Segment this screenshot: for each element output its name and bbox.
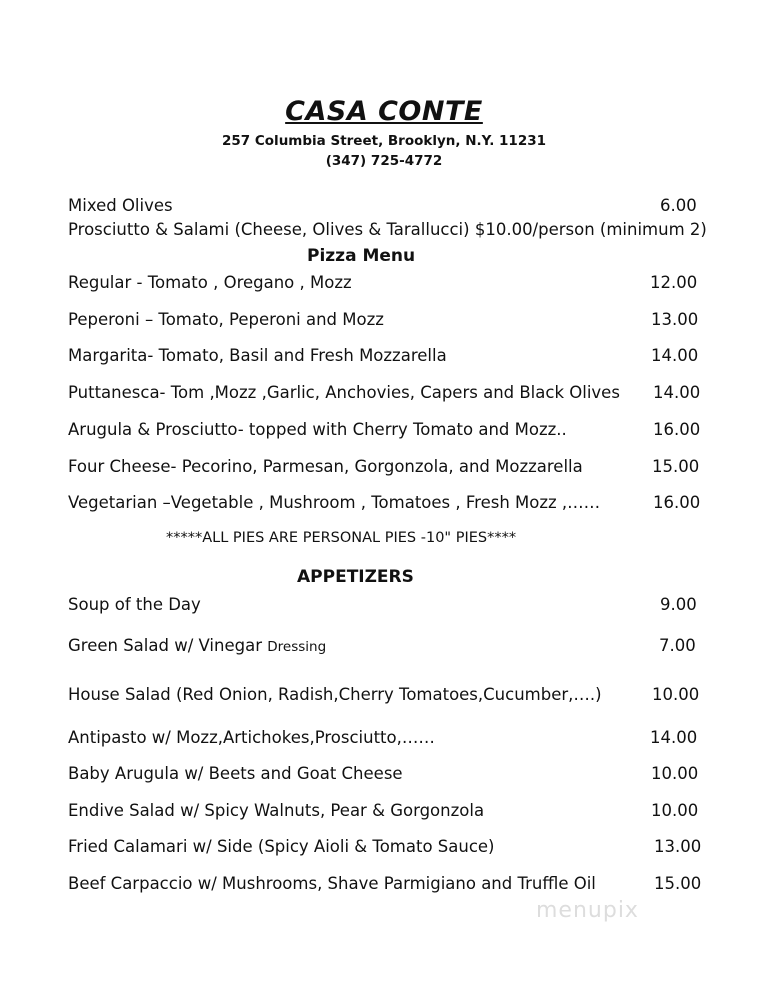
appetizer-item-name: Soup of the Day (68, 595, 201, 614)
pizza-item-name: Margarita- Tomato, Basil and Fresh Mozzarella (68, 346, 447, 365)
pizza-item-price: 16.00 (653, 420, 701, 439)
pizza-item-name: Vegetarian –Vegetable , Mushroom , Tomatoes , Fresh Mozz ,…… (68, 493, 601, 512)
appetizer-item-price: 14.00 (650, 728, 698, 747)
appetizer-item-price: 10.00 (651, 764, 699, 783)
appetizer-item-name: Endive Salad w/ Spicy Walnuts, Pear & Gorgonzola (68, 801, 485, 820)
pizza-item-name: Arugula & Prosciutto- topped with Cherry Tomato and Mozz.. (68, 420, 567, 439)
appetizer-item-name: Baby Arugula w/ Beets and Goat Cheese (68, 764, 403, 783)
pizza-item-price: 14.00 (653, 383, 701, 402)
appetizer-item-price: 7.00 (659, 636, 696, 655)
appetizers-section-heading: APPETIZERS (297, 567, 414, 587)
pizza-item-name: Peperoni – Tomato, Peperoni and Mozz (68, 310, 384, 329)
appetizer-item-price: 13.00 (654, 837, 702, 856)
appetizer-item-label: Green Salad w/ Vinegar (68, 636, 268, 655)
menu-item-name: Mixed Olives (68, 196, 173, 215)
appetizer-item-suffix: Dressing (267, 639, 327, 655)
menu-item-price: 6.00 (660, 196, 697, 215)
watermark: menupix (536, 898, 639, 923)
appetizer-item-price: 9.00 (660, 595, 697, 614)
restaurant-address: 257 Columbia Street, Brooklyn, N.Y. 11231 (222, 133, 546, 149)
appetizer-item-name: Antipasto w/ Mozz,Artichokes,Prosciutto,…… (68, 728, 435, 747)
pizza-item-price: 15.00 (652, 457, 700, 476)
pizza-item-price: 14.00 (651, 346, 699, 365)
pizza-item-price: 12.00 (650, 273, 698, 292)
appetizer-item-price: 10.00 (651, 801, 699, 820)
menu-item-name: Prosciutto & Salami (Cheese, Olives & Tarallucci) $10.00/person (minimum 2) (68, 220, 707, 239)
appetizer-item-price: 15.00 (654, 874, 702, 893)
appetizer-item-name: Fried Calamari w/ Side (Spicy Aioli & Tomato Sauce) (68, 837, 495, 856)
appetizer-item-name: Beef Carpaccio w/ Mushrooms, Shave Parmigiano and Truffle Oil (68, 874, 596, 893)
pizza-item-name: Regular - Tomato , Oregano , Mozz (68, 273, 352, 292)
pizza-item-name: Puttanesca- Tom ,Mozz ,Garlic, Anchovies, Capers and Black Olives (68, 383, 620, 402)
pizza-section-heading: Pizza Menu (307, 246, 416, 266)
restaurant-phone: (347) 725-4772 (325, 153, 443, 169)
appetizer-item-name: House Salad (Red Onion, Radish,Cherry Tomatoes,Cucumber,….) (68, 685, 602, 704)
pizza-item-price: 16.00 (653, 493, 701, 512)
appetizer-item-name (68, 636, 326, 655)
pizza-item-price: 13.00 (651, 310, 699, 329)
restaurant-name: CASA CONTE (285, 96, 483, 127)
pizza-item-name: Four Cheese- Pecorino, Parmesan, Gorgonzola, and Mozzarella (68, 457, 583, 476)
appetizer-item-price: 10.00 (652, 685, 700, 704)
pizza-note: *****ALL PIES ARE PERSONAL PIES -10" PIES**** (166, 530, 517, 546)
